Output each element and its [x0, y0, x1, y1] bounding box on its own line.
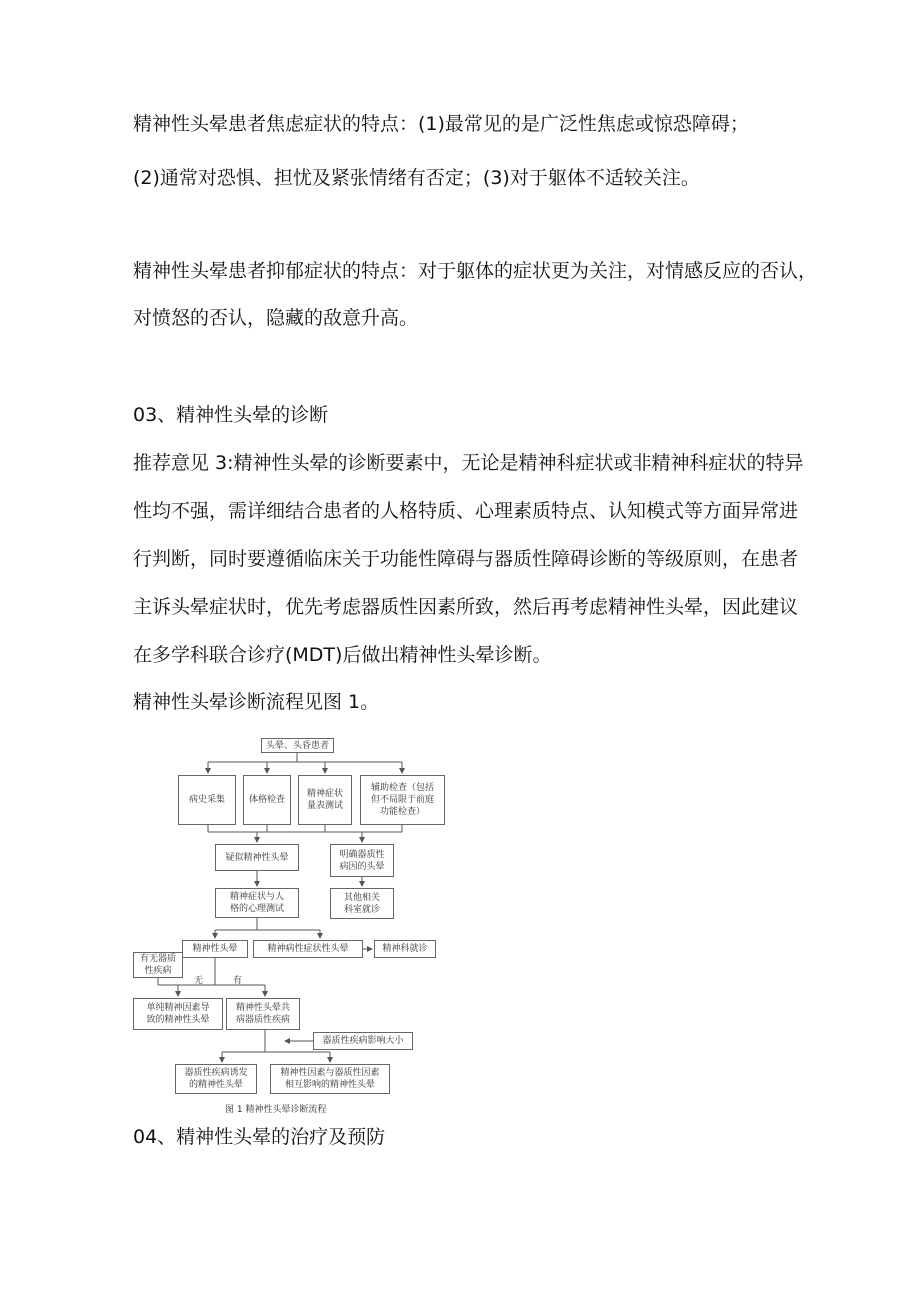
- node-psych-clinic: 精神科就诊: [374, 940, 436, 958]
- node-pure-psych: 单纯精神因素导 致的精神性头晕: [133, 998, 223, 1030]
- node-psych-dizzy: 精神性头晕: [182, 940, 248, 958]
- node-patient: 头晕、头昏患者: [261, 738, 334, 753]
- recommendation-line-4: 主诉头晕症状时，优先考虑器质性因素所致，然后再考虑精神性头晕，因此建议: [133, 596, 799, 618]
- anxiety-line-2: (2)通常对恐惧、担忧及紧张情绪有否定；(3)对于躯体不适较关注。: [133, 167, 700, 189]
- figure-caption: 图 1 精神性头晕诊断流程: [225, 1105, 327, 1115]
- node-organic-question: 有无器质 性疾病: [133, 952, 183, 978]
- depression-line-2: 对愤怒的否认，隐藏的敌意升高。: [133, 307, 419, 329]
- recommendation-line-3: 行判断，同时要遵循临床关于功能性障碍与器质性障碍诊断的等级原则，在患者: [133, 548, 799, 570]
- diagnosis-flowchart: [130, 732, 450, 1117]
- node-aux-exam: 辅助检查（包括 但不局限于前庭 功能检查）: [360, 775, 445, 825]
- flow-reference: 精神性头晕诊断流程见图 1。: [133, 691, 380, 713]
- node-organic-induced: 器质性疾病诱发 的精神性头晕: [175, 1064, 257, 1094]
- node-psych-scale: 精神症状 量表测试: [298, 775, 352, 825]
- node-mutual: 精神性因素与器质性因素 相互影响的精神性头晕: [270, 1064, 390, 1094]
- depression-line-1: 精神性头晕患者抑郁症状的特点：对于躯体的症状更为关注，对情感反应的否认，: [133, 260, 818, 282]
- node-physical-exam: 体格检查: [243, 775, 291, 825]
- label-yes: 有: [233, 976, 243, 986]
- node-psych-test: 精神症状与人 格的心理测试: [215, 888, 299, 918]
- node-impact: 器质性疾病影响大小: [313, 1032, 413, 1050]
- node-history: 病史采集: [178, 775, 236, 825]
- recommendation-line-5: 在多学科联合诊疗(MDT)后做出精神性头晕诊断。: [133, 644, 552, 666]
- node-suspect: 疑似精神性头晕: [215, 844, 299, 871]
- node-comorbid: 精神性头晕共 病器质性疾病: [226, 998, 300, 1030]
- recommendation-line-2: 性均不强，需详细结合患者的人格特质、心理素质特点、认知模式等方面异常进: [133, 500, 799, 522]
- node-other-dept: 其他相关 科室就诊: [330, 888, 394, 919]
- node-organic-clear: 明确器质性 病因的头晕: [330, 844, 394, 877]
- node-psychiatric-dizzy: 精神病性症状性头晕: [253, 940, 363, 958]
- label-no: 无: [194, 976, 204, 986]
- recommendation-line-1: 推荐意见 3:精神性头晕的诊断要素中，无论是精神科症状或非精神科症状的特异: [133, 452, 804, 474]
- section3-heading: 03、精神性头晕的诊断: [133, 404, 329, 426]
- section4-heading: 04、精神性头晕的治疗及预防: [133, 1126, 386, 1148]
- anxiety-line-1: 精神性头晕患者焦虑症状的特点：(1)最常见的是广泛性焦虑或惊恐障碍；: [133, 113, 749, 135]
